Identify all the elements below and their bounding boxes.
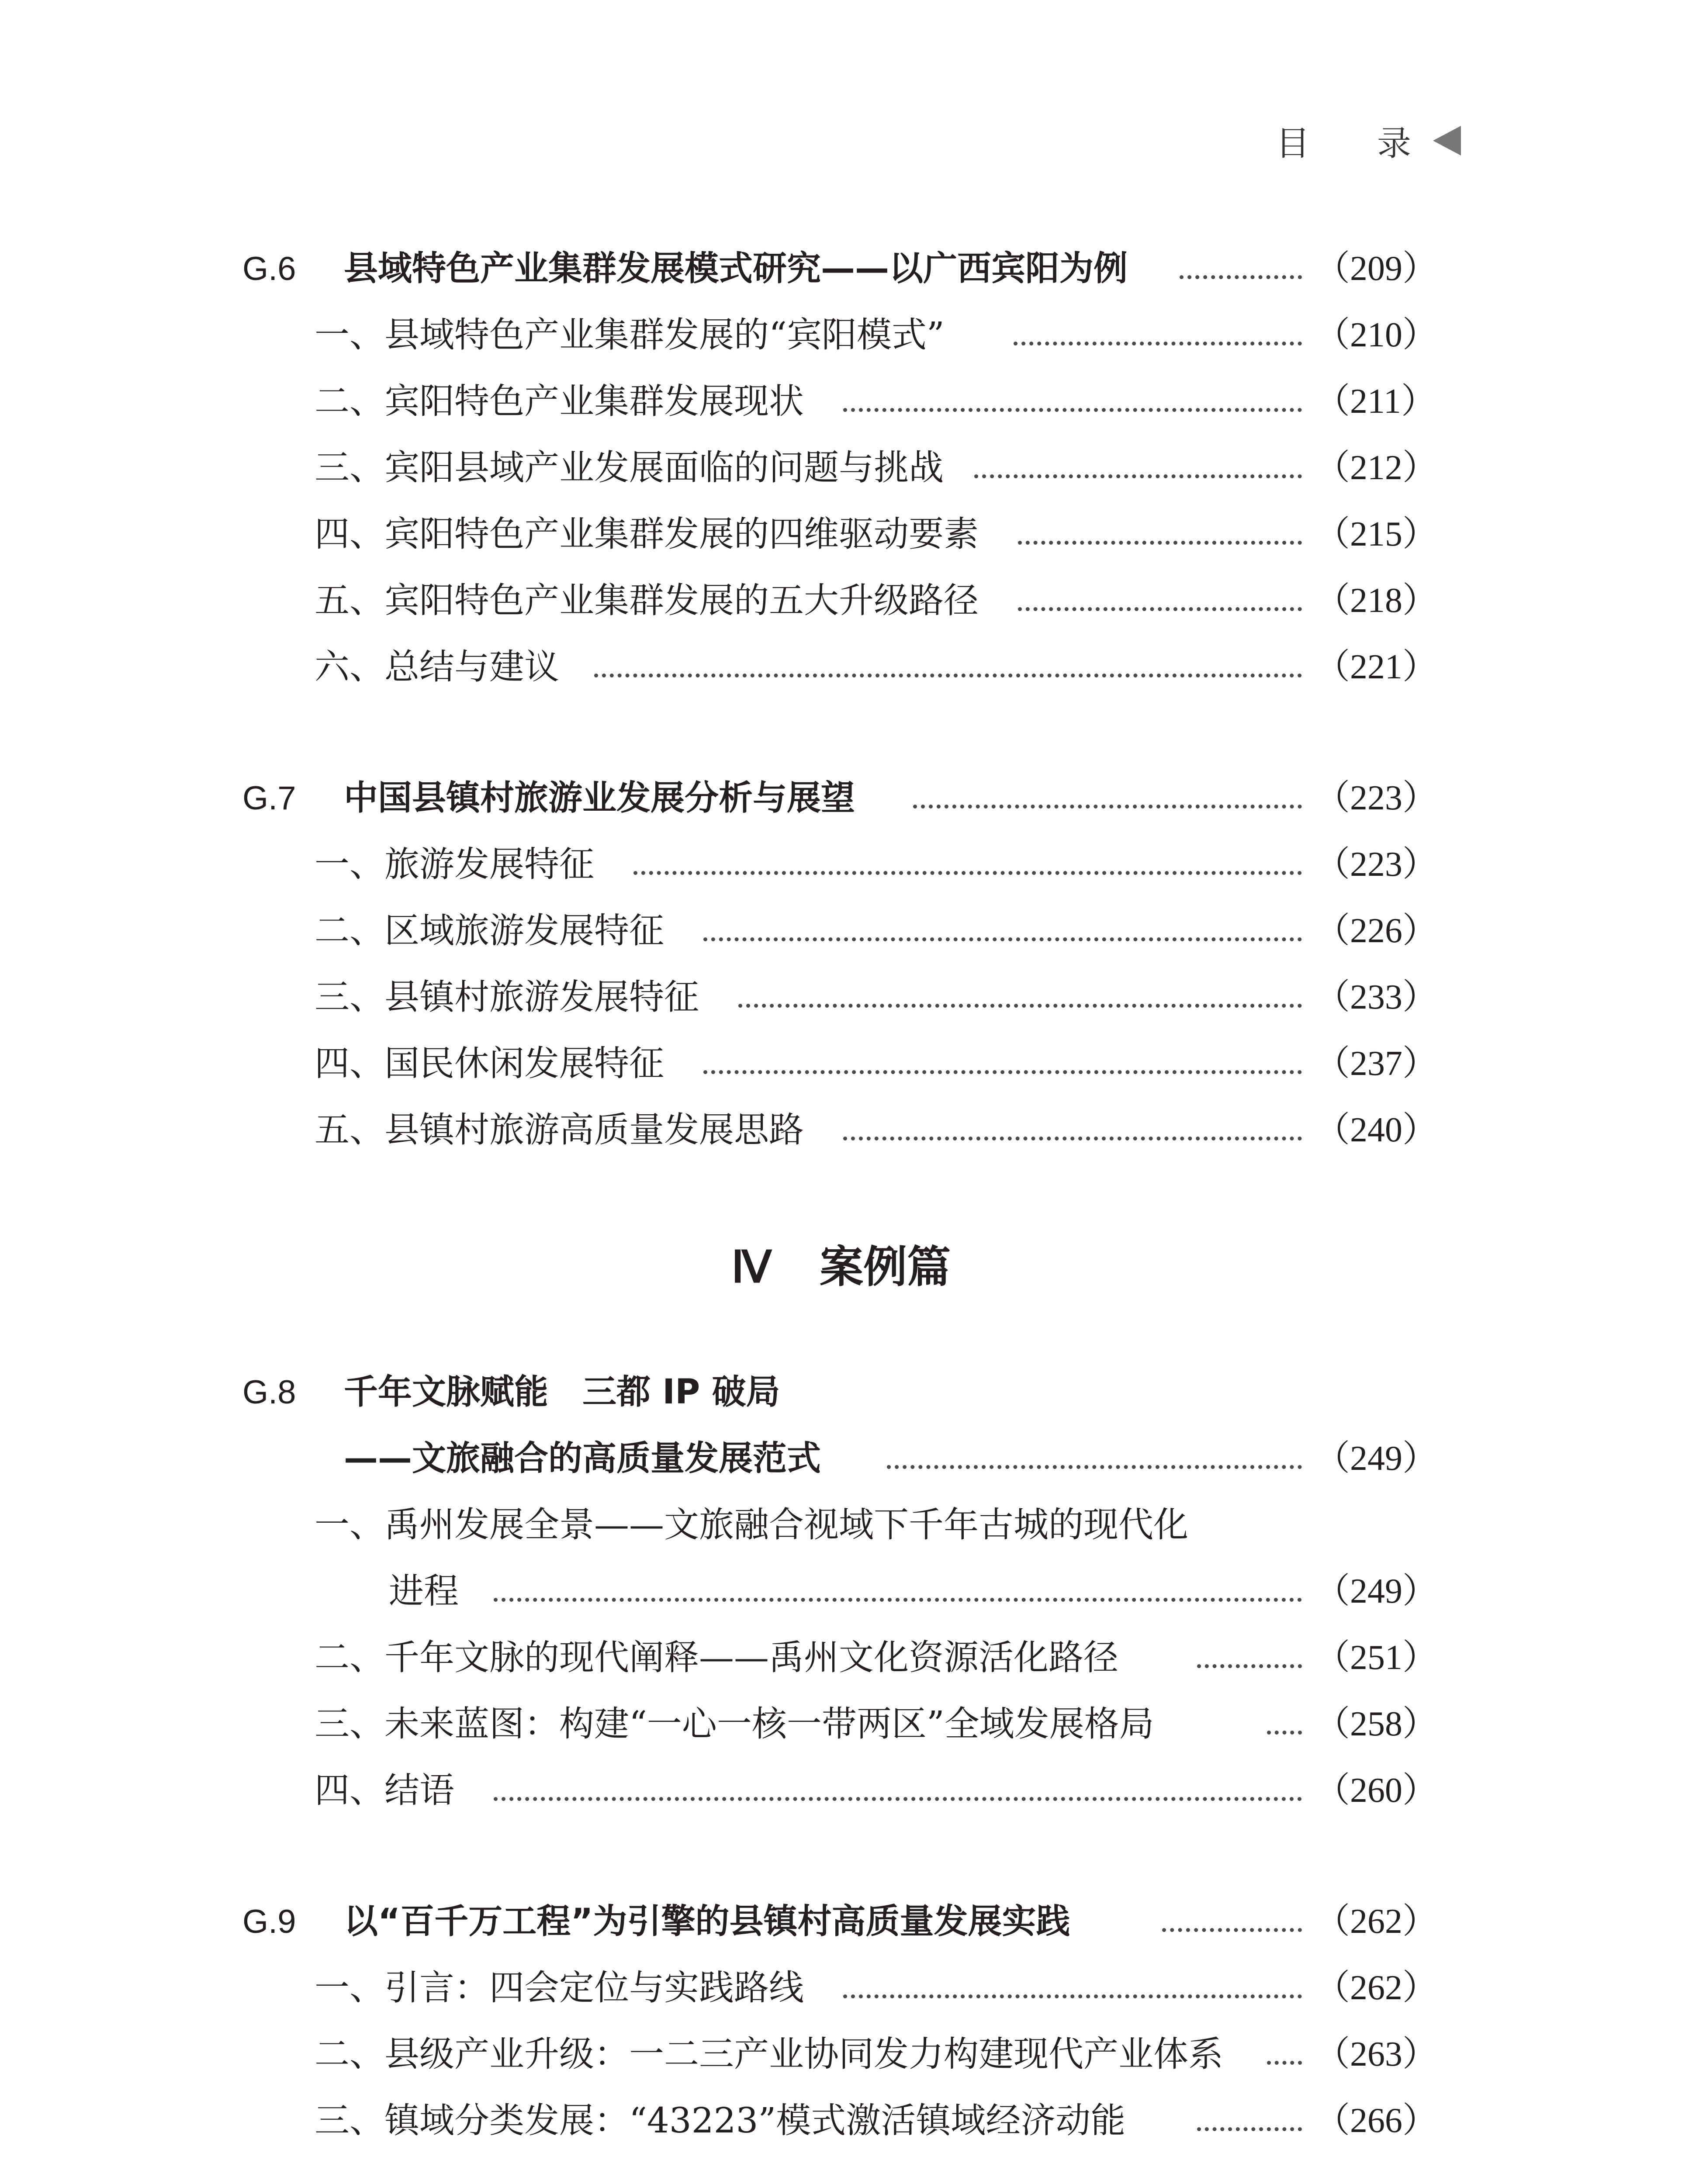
section-title: 一、引言：四会定位与实践路线: [315, 1964, 813, 2012]
toc-chapter-g7[interactable]: [0, 774, 1682, 822]
chapter-title: 县域特色产业集群发展模式研究——以广西宾阳为例: [344, 249, 1128, 288]
chapter-label: G.9: [242, 1903, 296, 1940]
toc-chapter-g8-cont[interactable]: [0, 1434, 1682, 1482]
toc-section[interactable]: [0, 1634, 1682, 1682]
dot-leader: [887, 1465, 1302, 1469]
dot-leader: [1180, 275, 1302, 279]
page-number: （266）: [1315, 2101, 1437, 2140]
dot-leader: [703, 1070, 1302, 1074]
toc-section[interactable]: [0, 1106, 1682, 1154]
running-header: [1276, 114, 1477, 167]
section-title: 五、宾阳特色产业集群发展的五大升级路径: [315, 577, 988, 625]
page-number: （211）: [1315, 382, 1436, 421]
page-number: （218）: [1315, 581, 1437, 620]
toc-chapter-g8[interactable]: [0, 1368, 1682, 1416]
page-number: （262）: [1315, 1969, 1437, 2007]
section-title: 三、宾阳县域产业发展面临的问题与挑战: [315, 444, 953, 492]
dot-leader: [1014, 342, 1302, 346]
chapter-title-line2: ——文旅融合的高质量发展范式: [344, 1434, 831, 1482]
page-number: （226）: [1315, 912, 1437, 950]
page-number: （258）: [1315, 1705, 1437, 1743]
page-number: （209）: [1315, 249, 1437, 288]
toc-section[interactable]: [0, 1766, 1682, 1814]
chapter-label: G.6: [242, 250, 296, 287]
dot-leader: [1197, 1664, 1302, 1668]
part-heading: [0, 1236, 1682, 1297]
toc-section[interactable]: [0, 643, 1682, 691]
page-number: （263）: [1315, 2035, 1437, 2073]
section-title: 四、国民休闲发展特征: [315, 1040, 674, 1088]
section-title-cont: 进程: [389, 1567, 468, 1615]
toc-section[interactable]: [0, 1040, 1682, 1088]
dot-leader: [594, 674, 1302, 677]
toc-section[interactable]: [0, 377, 1682, 425]
section-title: 三、镇域分类发展：“43223”模式激活镇域经济动能: [315, 2097, 1135, 2145]
dot-leader: [1018, 541, 1302, 545]
page-number: （223）: [1315, 779, 1437, 817]
toc-section[interactable]: [0, 1501, 1682, 1549]
dot-leader: [1267, 1731, 1302, 1735]
toc-chapter-g6[interactable]: [0, 245, 1682, 293]
part-numeral: Ⅳ: [731, 1243, 772, 1292]
page-number: （215）: [1315, 515, 1437, 553]
toc-section[interactable]: [0, 907, 1682, 955]
dot-leader: [703, 937, 1302, 941]
page-number: （260）: [1315, 1771, 1437, 1810]
page-number: （210）: [1315, 316, 1437, 354]
page-number: （262）: [1315, 1902, 1437, 1941]
dot-leader: [494, 1598, 1302, 1602]
page-number: （223）: [1315, 845, 1437, 884]
section-title: 六、总结与建议: [315, 643, 569, 691]
chapter-title-line1: 千年文脉赋能 三都 IP 破局: [344, 1372, 780, 1412]
chapter-title: 以“百千万工程”为引擎的县镇村高质量发展实践: [344, 1902, 1070, 1941]
dot-leader: [1162, 1928, 1302, 1932]
dot-leader: [1197, 2127, 1302, 2131]
toc-section[interactable]: [0, 2030, 1682, 2078]
triangle-left-icon: [1433, 126, 1461, 156]
page-number: （249）: [1315, 1439, 1437, 1478]
section-title: 一、县域特色产业集群发展的“宾阳模式”: [315, 311, 954, 359]
toc-section[interactable]: [0, 840, 1682, 888]
dot-leader: [913, 805, 1302, 809]
dot-leader: [494, 1797, 1302, 1801]
section-title: 二、区域旅游发展特征: [315, 907, 674, 955]
section-title: 五、县镇村旅游高质量发展思路: [315, 1106, 813, 1154]
toc-section[interactable]: [0, 1964, 1682, 2012]
chapter-title: 中国县镇村旅游业发展分析与展望: [344, 778, 855, 818]
page-number: （212）: [1315, 449, 1437, 487]
dot-leader: [843, 1994, 1302, 1998]
page-number: （237）: [1315, 1044, 1437, 1083]
page-number: （240）: [1315, 1111, 1437, 1149]
dot-leader: [633, 871, 1302, 875]
dot-leader: [738, 1004, 1302, 1008]
toc-section[interactable]: [0, 311, 1682, 359]
section-title: 一、禹州发展全景——文旅融合视域下千年古城的现代化: [315, 1501, 1198, 1549]
part-title: 案例篇: [820, 1241, 951, 1292]
page-number: （221）: [1315, 648, 1437, 686]
toc-section[interactable]: [0, 2097, 1682, 2145]
toc-section-cont[interactable]: [0, 1567, 1682, 1615]
dot-leader: [1267, 2061, 1302, 2065]
dot-leader: [974, 474, 1302, 478]
toc-section[interactable]: [0, 577, 1682, 625]
section-title: 二、千年文脉的现代阐释——禹州文化资源活化路径: [315, 1634, 1128, 1682]
running-header-right: 录: [1377, 124, 1412, 163]
running-header-left: 目: [1276, 124, 1310, 163]
section-title: 四、宾阳特色产业集群发展的四维驱动要素: [315, 510, 988, 558]
dot-leader: [843, 408, 1302, 412]
toc-section[interactable]: [0, 1700, 1682, 1748]
toc-section[interactable]: [0, 973, 1682, 1021]
chapter-label: G.7: [242, 780, 296, 817]
section-title: 三、未来蓝图：构建“一心一核一带两区”全域发展格局: [315, 1700, 1164, 1748]
page-number: （233）: [1315, 978, 1437, 1016]
dot-leader: [843, 1137, 1302, 1140]
page-number: （249）: [1315, 1572, 1437, 1610]
dot-leader: [1018, 607, 1302, 611]
section-title: 四、结语: [315, 1766, 464, 1814]
section-title: 一、旅游发展特征: [315, 840, 604, 888]
page-number: （251）: [1315, 1638, 1437, 1677]
toc-section[interactable]: [0, 510, 1682, 558]
section-title: 二、县级产业升级：一二三产业协同发力构建现代产业体系: [315, 2030, 1233, 2078]
section-title: 三、县镇村旅游发展特征: [315, 973, 709, 1021]
toc-section[interactable]: [0, 444, 1682, 492]
toc-chapter-g9[interactable]: [0, 1897, 1682, 1946]
chapter-label: G.8: [242, 1374, 296, 1411]
section-title: 二、宾阳特色产业集群发展现状: [315, 377, 813, 425]
